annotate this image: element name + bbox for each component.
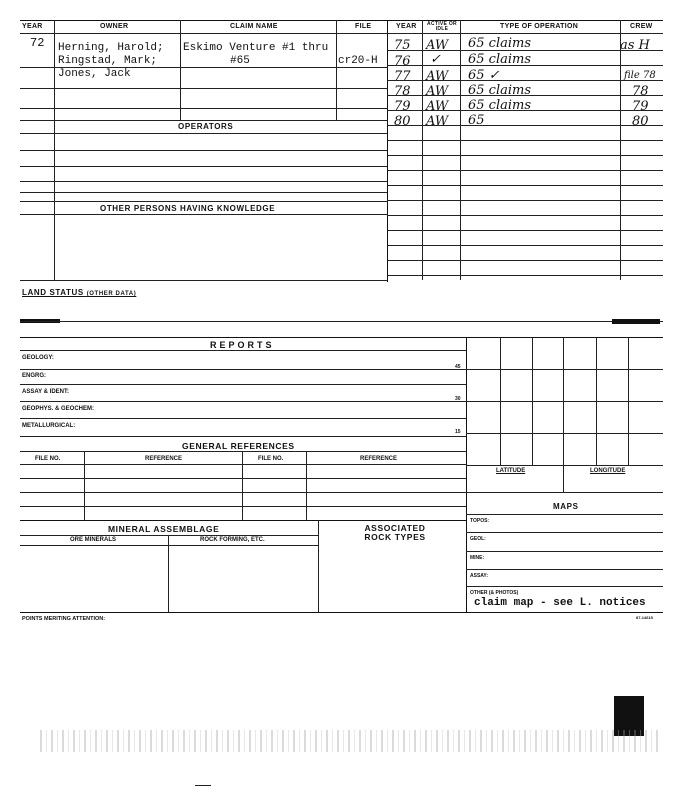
maps-geol: GEOL: bbox=[470, 536, 486, 542]
op-type-3: 65 ✓ bbox=[468, 68, 500, 83]
gen-col-file-1: FILE NO. bbox=[35, 456, 61, 462]
bottom-rule bbox=[20, 612, 663, 613]
divider bbox=[387, 20, 388, 282]
row-rule bbox=[20, 545, 318, 546]
record-year: 72 bbox=[30, 36, 45, 50]
divider bbox=[306, 451, 307, 520]
row-rule bbox=[387, 260, 663, 261]
mineral-col-rock: ROCK FORMING, ETC. bbox=[200, 537, 265, 543]
row-rule bbox=[387, 170, 663, 171]
row-rule bbox=[466, 569, 663, 570]
op-type-1: 65 claims bbox=[468, 36, 532, 51]
row-rule bbox=[466, 514, 663, 515]
maps-value: claim map - see L. notices bbox=[474, 597, 646, 609]
scan-noise bbox=[40, 730, 660, 752]
op-status-6: AW bbox=[426, 114, 449, 129]
col-crew: CREW bbox=[630, 23, 653, 30]
mineral-col-ore: ORE MINERALS bbox=[70, 537, 117, 543]
row-rule bbox=[466, 532, 663, 533]
report-engrg: ENGRG: bbox=[22, 373, 46, 379]
report-num-45: 45 bbox=[455, 364, 461, 370]
mineral-assemblage-heading: MINERAL ASSEMBLAGE bbox=[108, 524, 220, 534]
col-owner: OWNER bbox=[100, 23, 129, 30]
maps-other: OTHER (& PHOTOS) bbox=[470, 590, 519, 596]
file-number: cr20-H bbox=[338, 55, 378, 67]
longitude-label: LONGITUDE bbox=[590, 468, 626, 474]
row-rule bbox=[20, 451, 466, 452]
row-rule bbox=[20, 120, 387, 121]
row-rule bbox=[387, 140, 663, 141]
header-rule bbox=[20, 33, 663, 34]
row-rule bbox=[20, 384, 466, 385]
gen-col-ref-2: REFERENCE bbox=[360, 456, 398, 462]
maps-mine: MINE: bbox=[470, 555, 485, 561]
row-rule bbox=[20, 401, 466, 402]
op-status-1: AW bbox=[426, 38, 449, 53]
gen-col-file-2: FILE NO. bbox=[258, 456, 284, 462]
op-status-3: AW bbox=[426, 69, 449, 84]
row-rule bbox=[20, 166, 387, 167]
op-crew-1: as H bbox=[620, 38, 650, 53]
col-active-idle: ACTIVE OR IDLE bbox=[427, 21, 457, 32]
divider bbox=[242, 451, 243, 520]
divider bbox=[422, 20, 423, 280]
row-rule bbox=[20, 280, 387, 281]
row-rule bbox=[387, 275, 663, 276]
row-rule bbox=[20, 492, 466, 493]
grid-line bbox=[466, 369, 663, 370]
op-year-3: 77 bbox=[394, 69, 411, 84]
divider bbox=[168, 535, 169, 612]
row-rule bbox=[20, 214, 387, 215]
op-crew-3: file 78 bbox=[624, 70, 656, 81]
general-references-heading: GENERAL REFERENCES bbox=[182, 441, 295, 451]
claim-line-2: #65 bbox=[230, 55, 250, 67]
op-year-1: 75 bbox=[394, 38, 411, 53]
operators-heading: OPERATORS bbox=[178, 122, 234, 131]
op-crew-5: 79 bbox=[632, 99, 649, 114]
owner-3: Jones, Jack bbox=[58, 68, 131, 80]
row-rule bbox=[20, 520, 466, 521]
row-rule bbox=[20, 67, 387, 68]
land-status-sub: (OTHER DATA) bbox=[86, 291, 137, 297]
op-year-5: 79 bbox=[394, 99, 411, 114]
col-year: YEAR bbox=[22, 23, 43, 30]
row-rule bbox=[20, 369, 466, 370]
col-claim-name: CLAIM NAME bbox=[230, 23, 278, 30]
row-rule bbox=[20, 535, 318, 536]
report-assay: ASSAY & IDENT: bbox=[22, 389, 70, 395]
row-rule bbox=[466, 586, 663, 587]
row-rule bbox=[466, 492, 663, 493]
land-status-label: LAND STATUS bbox=[22, 288, 84, 297]
op-type-6: 65 bbox=[468, 113, 485, 128]
divider bbox=[620, 20, 621, 280]
top-rule bbox=[20, 20, 663, 21]
row-rule bbox=[387, 215, 663, 216]
claim-line-1: Eskimo Venture #1 thru bbox=[183, 42, 329, 54]
row-rule bbox=[20, 88, 387, 89]
divider bbox=[180, 20, 181, 120]
report-num-15: 15 bbox=[455, 429, 461, 435]
grid-line bbox=[466, 465, 663, 466]
owner-1: Herning, Harold; bbox=[58, 42, 164, 54]
divider bbox=[460, 20, 461, 280]
row-rule bbox=[20, 506, 466, 507]
col-year-2: YEAR bbox=[396, 23, 417, 30]
divider bbox=[336, 20, 337, 120]
row-rule bbox=[20, 201, 387, 202]
owner-2: Ringstad, Mark; bbox=[58, 55, 158, 67]
op-crew-6: 80 bbox=[632, 114, 649, 129]
row-rule bbox=[387, 200, 663, 201]
scan-mark bbox=[612, 319, 660, 324]
divider bbox=[466, 337, 467, 612]
reports-heading: REPORTS bbox=[210, 340, 275, 350]
op-year-2: 76 bbox=[394, 54, 411, 69]
row-rule bbox=[20, 133, 387, 134]
row-rule bbox=[20, 418, 466, 419]
op-type-5: 65 claims bbox=[468, 98, 532, 113]
maps-topos: TOPOS: bbox=[470, 518, 490, 524]
op-status-5: AW bbox=[426, 99, 449, 114]
row-rule bbox=[20, 350, 466, 351]
row-rule bbox=[387, 230, 663, 231]
maps-heading: MAPS bbox=[553, 502, 579, 511]
divider bbox=[84, 451, 85, 520]
associated-rock-types-heading: ASSOCIATED ROCK TYPES bbox=[364, 523, 426, 542]
col-file: FILE bbox=[355, 23, 372, 30]
points-heading: POINTS MERITING ATTENTION: bbox=[22, 616, 106, 622]
col-type-of-operation: TYPE OF OPERATION bbox=[500, 23, 579, 30]
row-rule bbox=[20, 478, 466, 479]
row-rule bbox=[20, 464, 466, 465]
row-rule bbox=[20, 150, 387, 151]
grid-line bbox=[466, 433, 663, 434]
op-type-4: 65 claims bbox=[468, 83, 532, 98]
row-rule bbox=[466, 551, 663, 552]
grid-line bbox=[466, 401, 663, 402]
gen-col-ref-1: REFERENCE bbox=[145, 456, 183, 462]
report-metallurgical: METALLURGICAL: bbox=[22, 423, 76, 429]
op-crew-4: 78 bbox=[632, 84, 649, 99]
report-geophys: GEOPHYS. & GEOCHEM: bbox=[22, 406, 95, 412]
row-rule bbox=[387, 245, 663, 246]
op-type-2: 65 claims bbox=[468, 52, 532, 67]
grid-line bbox=[563, 337, 564, 492]
row-rule bbox=[20, 192, 387, 193]
op-year-4: 78 bbox=[394, 84, 411, 99]
row-rule bbox=[387, 185, 663, 186]
row-rule bbox=[20, 337, 663, 338]
form-number: 87-14615 bbox=[636, 615, 653, 620]
latitude-label: LATITUDE bbox=[496, 468, 526, 474]
op-status-4: AW bbox=[426, 84, 449, 99]
row-rule bbox=[20, 321, 663, 322]
report-num-30: 30 bbox=[455, 396, 461, 402]
divider bbox=[318, 520, 319, 612]
op-year-6: 80 bbox=[394, 114, 411, 129]
land-status-heading bbox=[22, 288, 136, 297]
maps-assay: ASSAY: bbox=[470, 573, 489, 579]
row-rule bbox=[387, 155, 663, 156]
report-geology: GEOLOGY: bbox=[22, 355, 54, 361]
op-status-2: ✓ bbox=[430, 52, 441, 67]
row-rule bbox=[20, 108, 387, 109]
scan-mark bbox=[195, 785, 211, 786]
row-rule bbox=[20, 181, 387, 182]
row-rule bbox=[20, 436, 466, 437]
other-persons-heading: OTHER PERSONS HAVING KNOWLEDGE bbox=[100, 204, 276, 213]
